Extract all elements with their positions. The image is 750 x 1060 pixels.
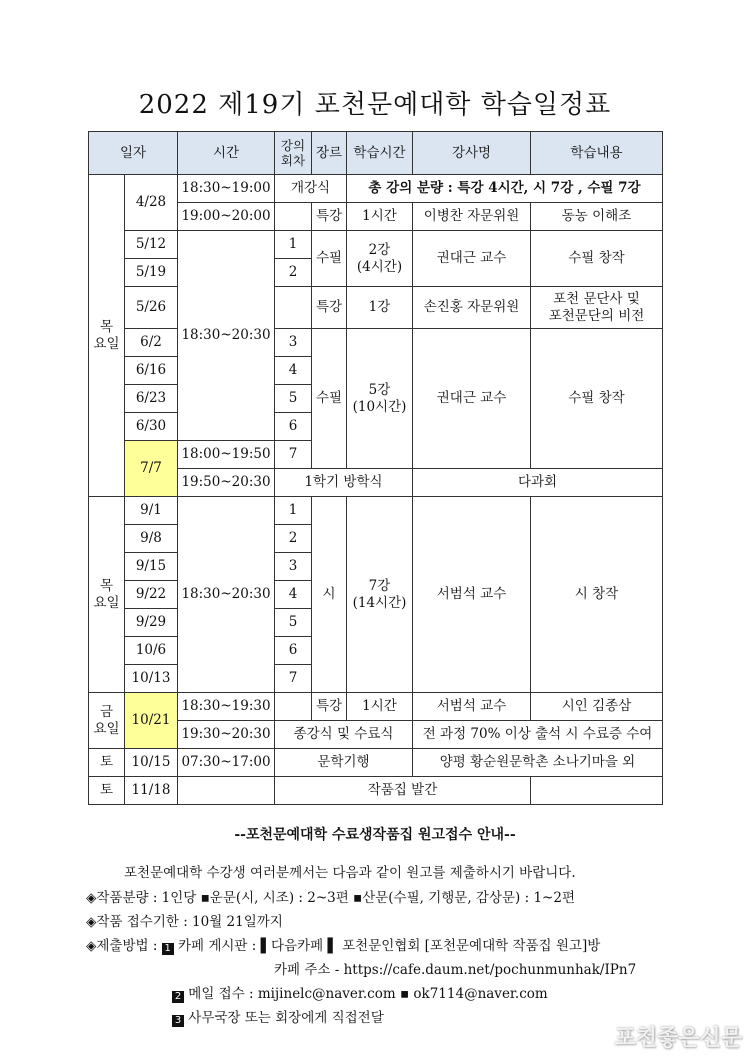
genre-cell: 개강식 xyxy=(275,175,347,203)
date-cell: 9/1 xyxy=(125,497,178,525)
content-cell: 동농 이해조 xyxy=(531,203,663,231)
hours-cell: 1강 xyxy=(347,287,413,329)
date-cell: 4/28 xyxy=(125,175,178,231)
session-cell xyxy=(275,203,312,231)
content-cell: 다과회 xyxy=(413,469,663,497)
day-cell: 토 xyxy=(89,777,125,805)
session-cell: 5 xyxy=(275,385,312,413)
time-cell xyxy=(178,777,275,805)
event-cell: 종강식 및 수료식 xyxy=(275,721,413,749)
cafe-url[interactable]: 카페 주소 - https://cafe.daum.net/pochunmunhak/IPn7 xyxy=(274,962,637,978)
time-cell: 18:30~20:30 xyxy=(178,497,275,693)
genre-cell: 특강 xyxy=(312,203,347,231)
date-cell: 6/16 xyxy=(125,357,178,385)
time-cell: 19:50~20:30 xyxy=(178,469,275,497)
header-genre: 장르 xyxy=(312,132,347,175)
date-cell: 9/8 xyxy=(125,525,178,553)
day-cell: 목 요일 xyxy=(89,175,125,497)
table-row xyxy=(89,231,663,259)
content-cell: 수필 창작 xyxy=(531,329,663,469)
header-date: 일자 xyxy=(89,132,178,175)
summary-cell: 총 강의 분량 : 특강 4시간, 시 7강 , 수필 7강 xyxy=(347,175,663,203)
schedule-table xyxy=(88,131,663,805)
lecturer-cell: 권대근 교수 xyxy=(413,231,531,287)
table-row xyxy=(89,175,663,203)
session-cell: 5 xyxy=(275,609,312,637)
date-cell: 5/12 xyxy=(125,231,178,259)
date-cell: 5/19 xyxy=(125,259,178,287)
number-badge-1: 1 xyxy=(162,943,174,955)
table-row xyxy=(89,749,663,777)
session-cell: 2 xyxy=(275,259,312,287)
notice-amount: ◈작품분량 : 1인당 ▪운문(시, 시조) : 2~3편 ▪산문(수필, 기행문, 감상문) : 1~2편 xyxy=(86,890,575,906)
date-cell-highlight: 10/21 xyxy=(125,693,178,749)
notice-intro: 포천문예대학 수강생 여러분께서는 다음과 같이 원고를 제출하시기 바랍니다. xyxy=(124,865,576,881)
date-cell: 11/18 xyxy=(125,777,178,805)
event-cell: 문학기행 xyxy=(275,749,413,777)
session-cell: 7 xyxy=(275,441,312,469)
table-row xyxy=(89,777,663,805)
genre-cell: 특강 xyxy=(312,287,347,329)
time-cell: 18:30~19:00 xyxy=(178,175,275,203)
date-cell: 10/15 xyxy=(125,749,178,777)
date-cell: 9/22 xyxy=(125,581,178,609)
day-cell: 금 요일 xyxy=(89,693,125,749)
header-time: 시간 xyxy=(178,132,275,175)
session-cell: 6 xyxy=(275,637,312,665)
content-cell: 시 창작 xyxy=(531,497,663,693)
date-cell: 6/2 xyxy=(125,329,178,357)
number-badge-3: 3 xyxy=(172,1015,184,1027)
content-cell: 전 과정 70% 이상 출석 시 수료증 수여 xyxy=(413,721,663,749)
date-cell: 10/13 xyxy=(125,665,178,693)
table-row xyxy=(89,693,663,721)
session-cell: 7 xyxy=(275,665,312,693)
content-cell: 수필 창작 xyxy=(531,231,663,287)
header-lecturer: 강사명 xyxy=(413,132,531,175)
time-cell: 18:30~20:30 xyxy=(178,231,275,441)
number-badge-2: 2 xyxy=(172,991,184,1003)
day-cell: 목 요일 xyxy=(89,497,125,693)
hours-cell: 5강 (10시간) xyxy=(347,329,413,469)
lecturer-cell: 서범석 교수 xyxy=(413,497,531,693)
event-cell: 작품집 발간 xyxy=(275,777,531,805)
time-cell: 19:30~20:30 xyxy=(178,721,275,749)
date-cell: 6/23 xyxy=(125,385,178,413)
table-row xyxy=(89,287,663,329)
header-content: 학습내용 xyxy=(531,132,663,175)
lecturer-cell: 이병찬 자문위원 xyxy=(413,203,531,231)
genre-cell: 특강 xyxy=(312,693,347,721)
notice-deadline: ◈작품 접수기한 : 10월 21일까지 xyxy=(86,914,283,930)
event-cell: 1학기 방학식 xyxy=(275,469,413,497)
genre-cell: 수필 xyxy=(312,231,347,287)
genre-cell: 수필 xyxy=(312,329,347,469)
content-cell: 포천 문단사 및 포천문단의 비전 xyxy=(531,287,663,329)
lecturer-cell: 손진홍 자문위원 xyxy=(413,287,531,329)
header-hours: 학습시간 xyxy=(347,132,413,175)
session-cell: 6 xyxy=(275,413,312,441)
session-cell: 2 xyxy=(275,525,312,553)
hours-cell: 7강 (14시간) xyxy=(347,497,413,693)
session-cell: 1 xyxy=(275,497,312,525)
session-cell: 1 xyxy=(275,231,312,259)
time-cell: 19:00~20:00 xyxy=(178,203,275,231)
day-cell: 토 xyxy=(89,749,125,777)
genre-cell: 시 xyxy=(312,497,347,693)
lecturer-cell: 권대근 교수 xyxy=(413,329,531,469)
header-session: 강의 회차 xyxy=(275,132,312,175)
notice-title: --포천문예대학 수료생작품집 원고접수 안내-- xyxy=(234,827,516,843)
content-cell xyxy=(531,777,663,805)
page-title: 2022 제19기 포천문예대학 학습일정표 xyxy=(138,90,612,120)
watermark-logo: 포천좋은신문 xyxy=(614,1026,742,1051)
hours-cell: 1시간 xyxy=(347,693,413,721)
session-cell xyxy=(275,693,312,721)
date-cell: 9/15 xyxy=(125,553,178,581)
table-row xyxy=(89,329,663,357)
date-cell: 10/6 xyxy=(125,637,178,665)
time-cell: 18:30~19:30 xyxy=(178,693,275,721)
session-cell: 4 xyxy=(275,357,312,385)
time-cell: 07:30~17:00 xyxy=(178,749,275,777)
notice-direct: 3 사무국장 또는 회장에게 직접전달 xyxy=(172,1006,384,1027)
session-cell xyxy=(275,287,312,329)
notice-method: ◈제출방법 : 1 카페 게시판 : ▌다음카페 ▌ 포천문인협회 [포천문예대학 작품집 원고]방 xyxy=(86,938,601,954)
header-row xyxy=(89,132,663,175)
lecturer-cell: 서범석 교수 xyxy=(413,693,531,721)
table-row xyxy=(89,497,663,525)
time-cell: 18:00~19:50 xyxy=(178,441,275,469)
content-cell: 시인 김종삼 xyxy=(531,693,663,721)
hours-cell: 1시간 xyxy=(347,203,413,231)
session-cell: 3 xyxy=(275,553,312,581)
content-cell: 양평 황순원문학촌 소나기마을 외 xyxy=(413,749,663,777)
date-cell: 5/26 xyxy=(125,287,178,329)
date-cell: 6/30 xyxy=(125,413,178,441)
hours-cell: 2강 (4시간) xyxy=(347,231,413,287)
session-cell: 4 xyxy=(275,581,312,609)
notice-email: 2 메일 접수 : mijinelc@naver.com ▪ ok7114@naver.com xyxy=(172,982,548,1003)
session-cell: 3 xyxy=(275,329,312,357)
date-cell-highlight: 7/7 xyxy=(125,441,178,497)
date-cell: 9/29 xyxy=(125,609,178,637)
